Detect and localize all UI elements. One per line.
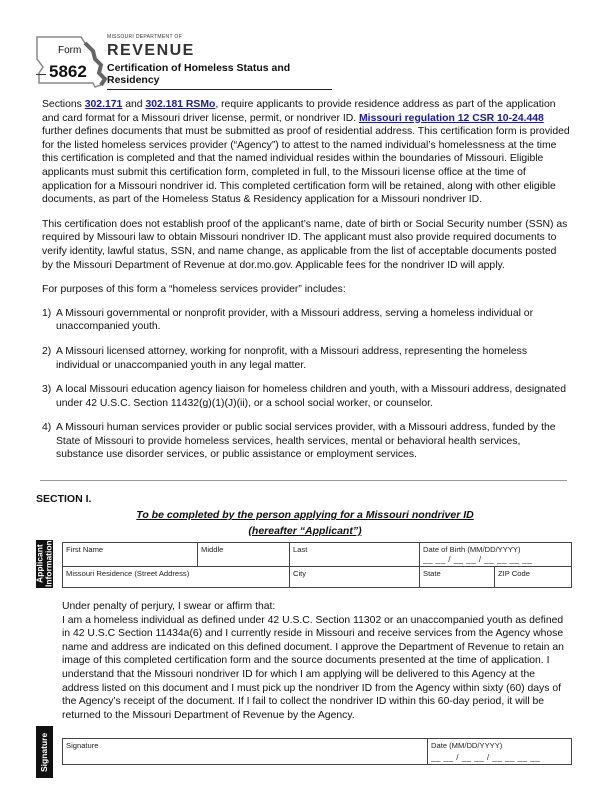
section-subtitle-2: (hereafter “Applicant”) — [248, 525, 362, 538]
city-label: City — [293, 569, 307, 579]
list-number: 3) — [42, 384, 52, 396]
list-text: A local Missouri education agency liaison for homeless children and youth, with a Missouri address, designated under 42 U.S.C. Section 11432(g)(1)(J)(ii), or a school social worker, or counselor. — [56, 384, 566, 409]
last-name-field[interactable] — [290, 543, 420, 567]
zip-code-label: ZIP Code — [498, 569, 530, 579]
signature-block — [0, 732, 612, 773]
zip-code-field[interactable] — [495, 567, 572, 588]
intro-paragraph-3: For purposes of this form a “homeless services provider” includes: — [42, 284, 346, 296]
list-number: 2) — [42, 345, 52, 357]
applicant-information-label: Applicant Information — [34, 540, 54, 588]
attestation-text: I am a homeless individual as defined under 42 U.S.C. Section 11302 or an unaccompanied youth as defined in 42 U.S.C Section 11434a(6) and I currently reside in Missouri and receive services from the Agency whose name and address are indicated on this defined document. I approve the Department of Revenue to retain an image of this completed certification form and the source documents presented at the time of application. I understand that the Missouri nondriver ID for which I am applying will be delivered to this Agency at the address listed on this document and I must pick up the nondriver ID from the Agency within sixty (60) days of the Agency’s receipt of the document. If I fail to collect the nondriver ID within this 60-day period, it will be returned to the Missouri Department of Revenue by the Agency. — [62, 614, 564, 721]
signature-date-label: Date (MM/DD/YYYY) — [431, 741, 503, 751]
intro-text — [42, 98, 570, 462]
signature-date-blank: __ __ / __ __ / __ __ __ __ — [431, 753, 541, 763]
form-title: Certification of Homeless Status and Residency — [107, 62, 332, 90]
list-item — [42, 383, 570, 410]
intro-paragraph-1 — [42, 98, 570, 207]
list-item — [42, 421, 570, 462]
city-field[interactable] — [290, 567, 420, 588]
agency-logo: REVENUE — [107, 42, 195, 59]
list-number: 4) — [42, 422, 52, 434]
list-text: A Missouri human services provider or public social services provider, with a Missouri address, funded by the State of Missouri to provide homeless services, health services, mental or behavioral health services, substance use disorder services, or public assistance or employment services. — [56, 422, 556, 461]
section-title: SECTION I. — [36, 493, 92, 506]
list-number: 1) — [42, 307, 52, 319]
form-label: Form — [58, 45, 82, 56]
intro-text-d: further defines documents that must be submitted as proof of residential address. This certification form is provided for the listed homeless services provider (“Agency”) to attest to the named individual’s homelessness at the time this certification is completed and that the named individual resides within the boundaries of Missouri. Eligible applicants must submit this certification form, completed in full, to the Missouri license office at the time of application for a Missouri nondriver id. This completed certification form will be retained, along with other eligible documents, as part of the Homeless Status & Residency application for a Missouri nondriver ID. — [42, 126, 570, 206]
signature-side-label: Signature — [36, 726, 53, 778]
intro-text-b: and — [122, 99, 146, 110]
list-item — [42, 345, 570, 372]
section-subtitle: To be completed by the person applying for a Missouri nondriver ID — [136, 509, 474, 522]
date-of-birth-blank: __ __ / __ __ / __ __ __ __ — [423, 555, 533, 565]
attestation-intro: Under penalty of perjury, I swear or affirm that: — [62, 601, 276, 613]
state-label: State — [423, 569, 441, 579]
applicant-info-block — [0, 542, 612, 588]
list-item — [42, 307, 570, 334]
intro-text-c: , require applicants to provide residence address as part of the application and card format for a Missouri driver license, permit, or nondriver ID. — [42, 99, 556, 124]
date-of-birth-label: Date of Birth (MM/DD/YYYY) — [423, 545, 521, 555]
section-divider — [40, 480, 567, 481]
signature-date-field[interactable] — [428, 739, 572, 765]
middle-name-field[interactable] — [198, 543, 290, 567]
link-regulation[interactable]: Missouri regulation 12 CSR 10-24.448 — [359, 112, 544, 124]
first-name-field[interactable] — [63, 543, 198, 567]
date-of-birth-field[interactable] — [420, 543, 572, 567]
street-address-field[interactable] — [63, 567, 290, 588]
signature-field[interactable] — [63, 739, 428, 765]
intro-paragraph-2: This certification does not establish proof of the applicant’s name, date of birth or Social Security number (SSN) as required by Missouri law to obtain Missouri nondriver ID. The applicant must also provide required documents to verify identity, lawful status, SSN, and name change, as applicable from the list of acceptable documents posted by the Missouri Department of Revenue at dor.mo.gov. Applicable fees for the nondriver ID will apply. — [42, 218, 568, 271]
attestation — [62, 600, 572, 722]
list-text: A Missouri licensed attorney, working for nonprofit, with a Missouri address, representing the homeless individual or unaccompanied youth in any legal matter. — [56, 345, 528, 371]
applicant-info-table — [62, 542, 572, 588]
list-text: A Missouri governmental or nonprofit provider, with a Missouri address, serving a homeless individual or unaccompanied youth. — [56, 307, 534, 333]
signature-table — [62, 738, 572, 765]
state-field[interactable] — [420, 567, 495, 588]
middle-name-label: Middle — [201, 545, 224, 555]
intro-text-a: Sections — [42, 99, 85, 110]
last-name-label: Last — [293, 545, 308, 555]
header-dash — [36, 74, 46, 75]
street-address-label: Missouri Residence (Street Address) — [66, 569, 190, 579]
first-name-label: First Name — [66, 545, 104, 555]
signature-label: Signature — [66, 741, 99, 751]
link-302-171[interactable]: 302.171 — [84, 99, 123, 110]
link-302-181[interactable]: 302.181 RSMo — [145, 99, 216, 110]
agency-line: MISSOURI DEPARTMENT OF — [107, 34, 182, 40]
form-number: 5862 — [49, 62, 87, 81]
page-body — [0, 98, 612, 773]
